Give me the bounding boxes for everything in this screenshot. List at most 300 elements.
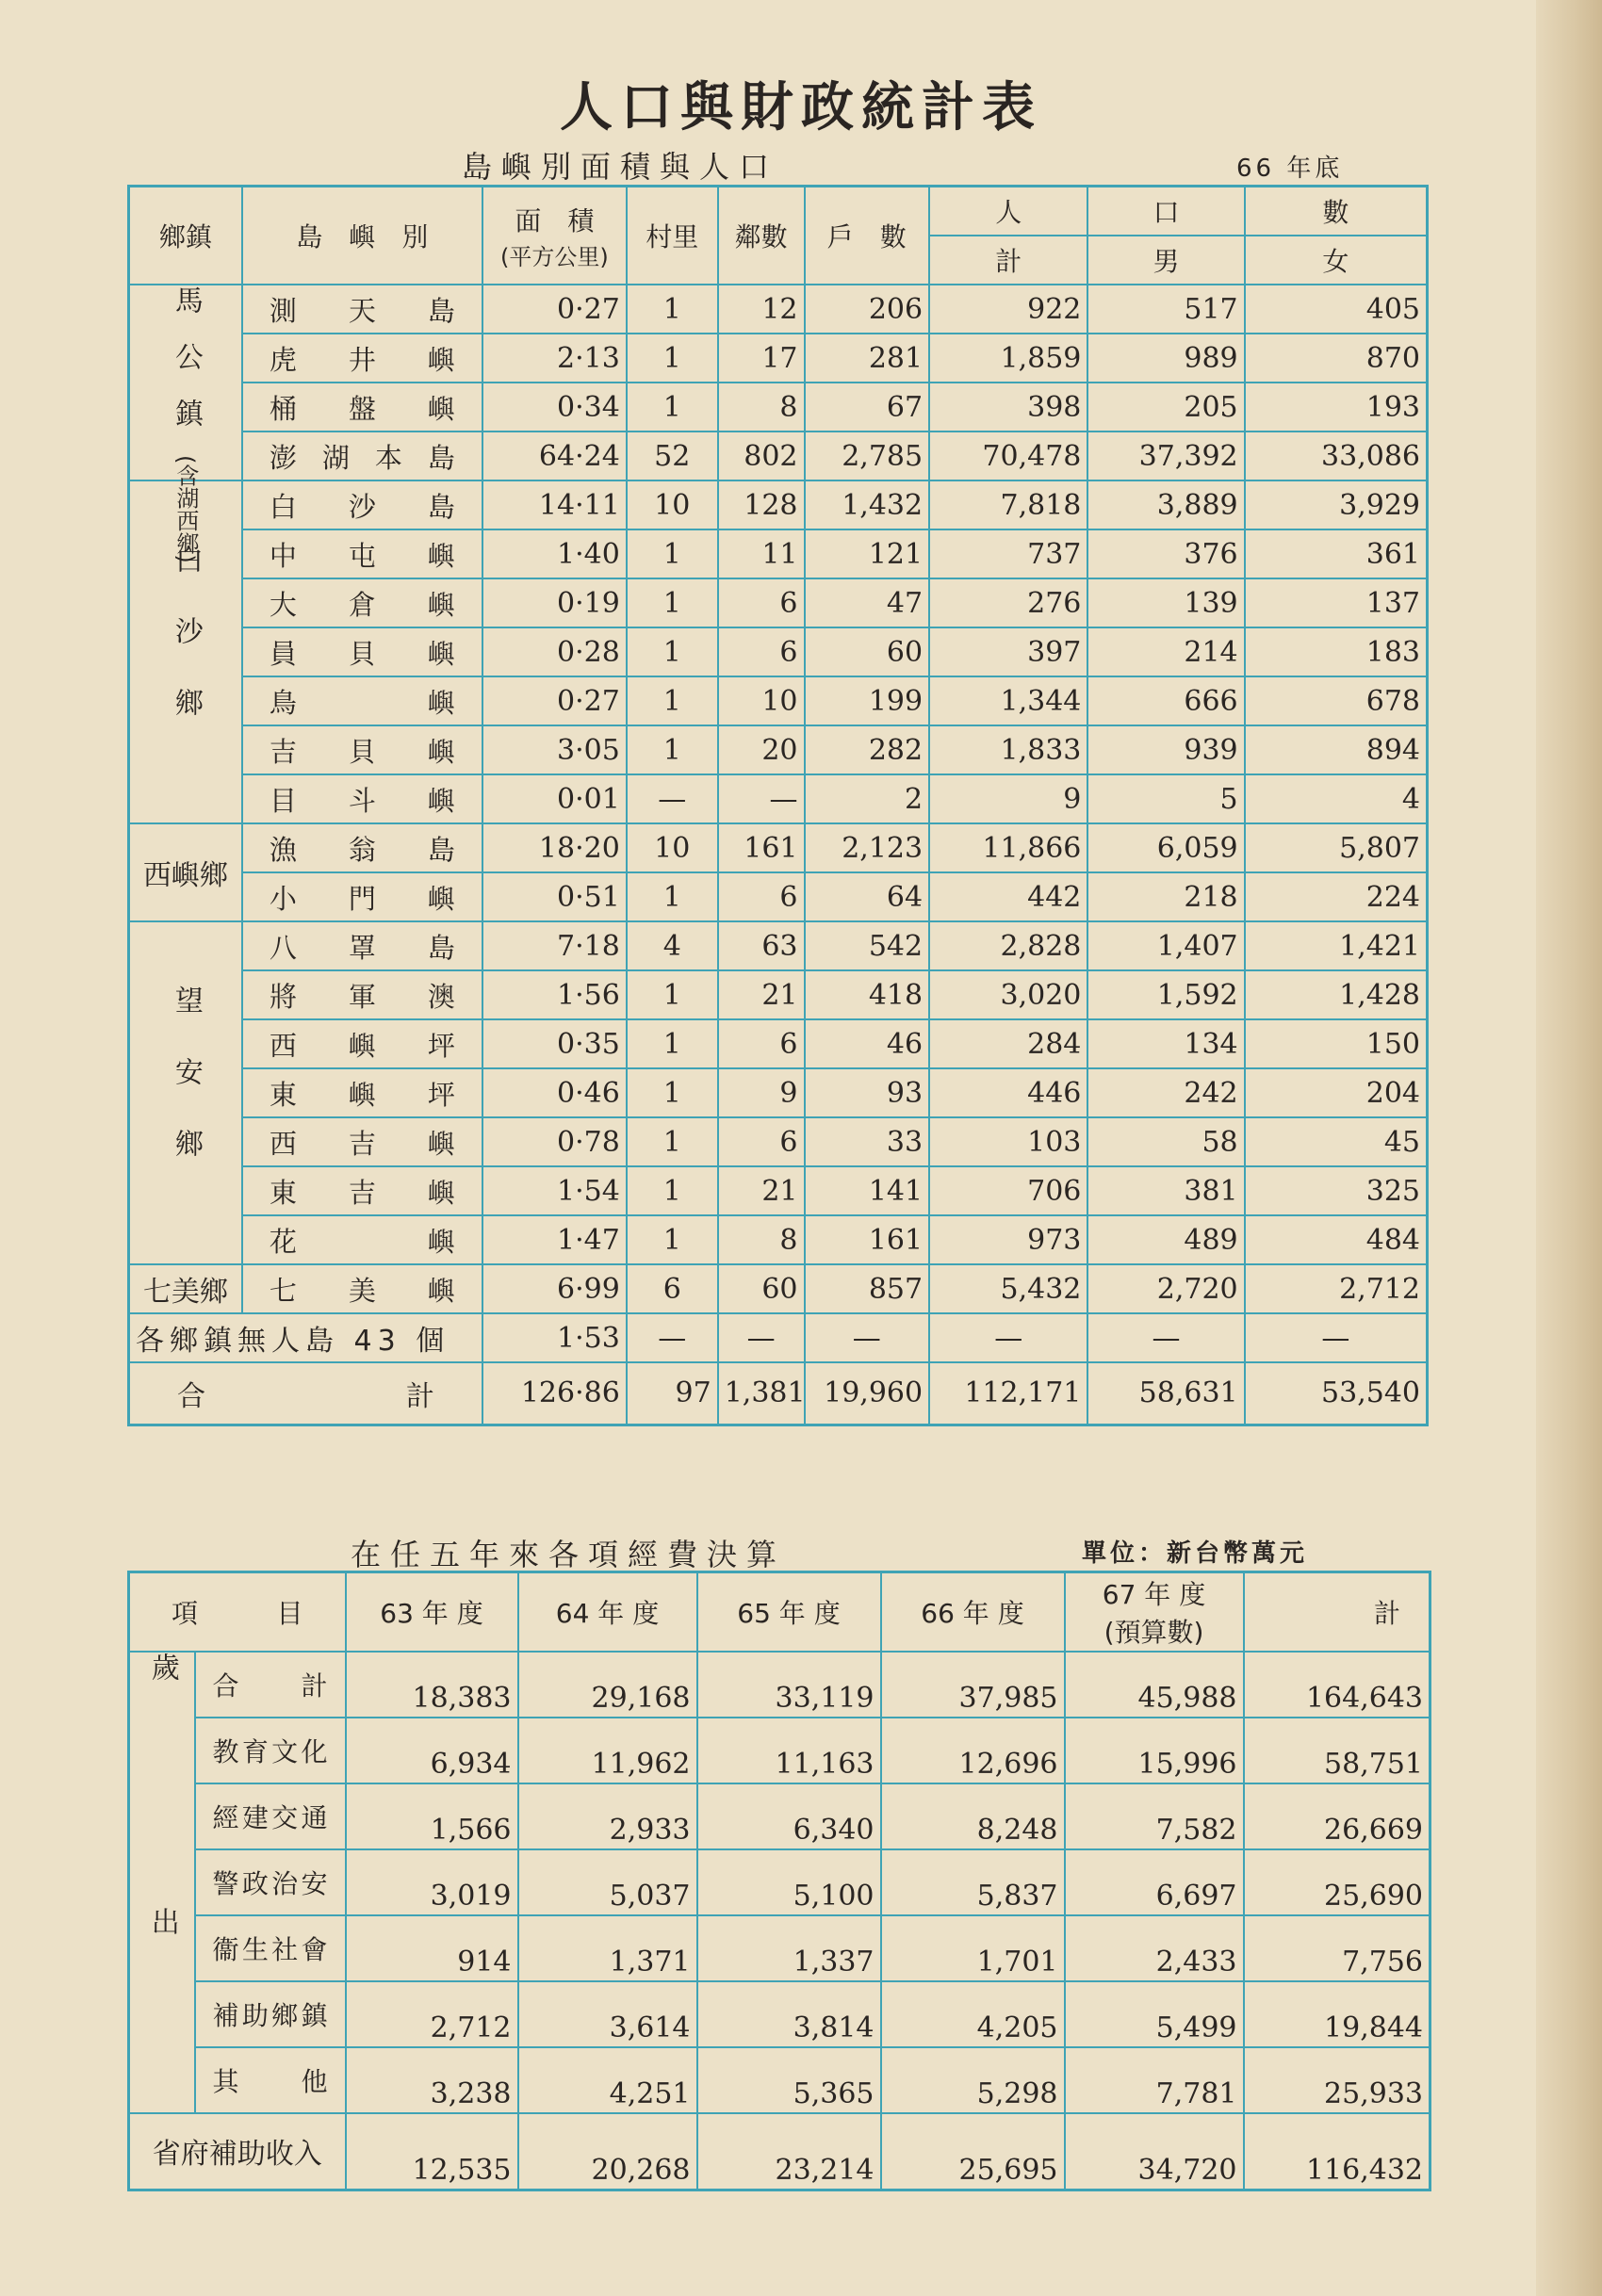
header-households: 戶 數 (805, 187, 930, 285)
cell-total: 922 (929, 285, 1087, 334)
cell-villages: 1 (627, 1019, 718, 1068)
cell-total: 398 (929, 383, 1087, 432)
table-row (129, 872, 1428, 921)
island-name: 東嶼坪 (242, 1068, 482, 1117)
cell-female: 870 (1245, 334, 1428, 383)
uninhabited-total: — (929, 1313, 1087, 1362)
table-row (129, 823, 1428, 872)
finance-table (127, 1571, 1431, 2191)
cell-total: 1,859 (929, 334, 1087, 383)
cell-y64: 29,168 (518, 1652, 697, 1718)
table-row (129, 725, 1428, 774)
cell-area: 0·51 (482, 872, 627, 921)
header-male: 男 (1087, 236, 1244, 285)
cell-y63: 6,934 (346, 1718, 518, 1783)
cell-households: 199 (805, 676, 930, 725)
cell-y66: 12,696 (881, 1718, 1065, 1783)
header-female: 女 (1245, 236, 1428, 285)
cell-neighborhoods: 802 (718, 432, 805, 480)
cell-female: 894 (1245, 725, 1428, 774)
town-xiyu: 西嶼鄉 (129, 823, 242, 921)
cell-male: 6,059 (1087, 823, 1244, 872)
grand-total-neighborhoods: 1,381 (718, 1362, 805, 1425)
cell-female: 325 (1245, 1166, 1428, 1215)
cell-villages: 1 (627, 383, 718, 432)
island-name: 東吉嶼 (242, 1166, 482, 1215)
grand-total-male: 58,631 (1087, 1362, 1244, 1425)
cell-area: 1·47 (482, 1215, 627, 1264)
cell-households: 47 (805, 578, 930, 627)
island-name: 鳥 嶼 (242, 676, 482, 725)
cell-area: 0·28 (482, 627, 627, 676)
cell-households: 67 (805, 383, 930, 432)
island-name: 白沙島 (242, 480, 482, 529)
cell-villages: 1 (627, 627, 718, 676)
table-row (129, 529, 1428, 578)
grand-total-area: 126·86 (482, 1362, 627, 1425)
cell-area: 7·18 (482, 921, 627, 970)
category-label: 合 計 (195, 1652, 346, 1718)
table-row (129, 1215, 1428, 1264)
header-y66: 66 年 度 (881, 1572, 1065, 1652)
table-row (129, 1068, 1428, 1117)
cell-total: 973 (929, 1215, 1087, 1264)
cell-total: 442 (929, 872, 1087, 921)
cell-male: 139 (1087, 578, 1244, 627)
cell-male: 214 (1087, 627, 1244, 676)
cell-area: 1·54 (482, 1166, 627, 1215)
cell-total: 5,432 (929, 1264, 1087, 1313)
cell-y65: 33,119 (697, 1652, 881, 1718)
cell-male: 376 (1087, 529, 1244, 578)
cell-female: 1,421 (1245, 921, 1428, 970)
cell-total: 397 (929, 627, 1087, 676)
cell-neighborhoods: 6 (718, 872, 805, 921)
cell-y67: 7,781 (1065, 2047, 1244, 2113)
cell-area: 18·20 (482, 823, 627, 872)
cell-households: 60 (805, 627, 930, 676)
category-label: 警政治安 (195, 1849, 346, 1915)
cell-villages: 1 (627, 285, 718, 334)
cell-area: 0·34 (482, 383, 627, 432)
cell-total: 25,690 (1244, 1849, 1430, 1915)
cell-y63: 1,566 (346, 1783, 518, 1849)
cell-villages: 10 (627, 480, 718, 529)
cell-female: 678 (1245, 676, 1428, 725)
cell-y65: 3,814 (697, 1981, 881, 2047)
category-label: 教育文化 (195, 1718, 346, 1783)
cell-y63: 3,019 (346, 1849, 518, 1915)
cell-female: 405 (1245, 285, 1428, 334)
cell-area: 0·19 (482, 578, 627, 627)
cell-y67: 2,433 (1065, 1915, 1244, 1981)
table-row (129, 1783, 1430, 1849)
cell-neighborhoods: 21 (718, 1166, 805, 1215)
cell-y65: 11,163 (697, 1718, 881, 1783)
header-pop-2: 口 (1087, 187, 1244, 236)
cell-female: 3,929 (1245, 480, 1428, 529)
cell-female: 150 (1245, 1019, 1428, 1068)
uninhabited-villages: — (627, 1313, 718, 1362)
date-note: 66 年底 (1236, 155, 1344, 183)
cell-y63: 914 (346, 1915, 518, 1981)
island-name: 員貝嶼 (242, 627, 482, 676)
table-row (129, 921, 1428, 970)
table-row (129, 1264, 1428, 1313)
header-y64: 64 年 度 (518, 1572, 697, 1652)
unit-note: 單位：新台幣萬元 (1082, 1539, 1309, 1568)
cell-total: 2,828 (929, 921, 1087, 970)
cell-total: 706 (929, 1166, 1087, 1215)
table-row (129, 578, 1428, 627)
header-y65: 65 年 度 (697, 1572, 881, 1652)
population-subtitle: 島嶼別面積與人口 (462, 149, 779, 185)
uninhabited-male: — (1087, 1313, 1244, 1362)
cell-neighborhoods: 21 (718, 970, 805, 1019)
subsidy-total: 116,432 (1244, 2113, 1430, 2190)
cell-villages: — (627, 774, 718, 823)
cell-area: 1·56 (482, 970, 627, 1019)
cell-y64: 3,614 (518, 1981, 697, 2047)
cell-y66: 8,248 (881, 1783, 1065, 1849)
cell-female: 4 (1245, 774, 1428, 823)
header-town: 鄉鎮 (129, 187, 242, 285)
cell-area: 2·13 (482, 334, 627, 383)
cell-neighborhoods: 6 (718, 1117, 805, 1166)
table-row (129, 1849, 1430, 1915)
cell-y66: 4,205 (881, 1981, 1065, 2047)
table-row (129, 676, 1428, 725)
cell-households: 33 (805, 1117, 930, 1166)
cell-villages: 1 (627, 1215, 718, 1264)
subsidy-y66: 25,695 (881, 2113, 1065, 2190)
cell-y64: 2,933 (518, 1783, 697, 1849)
cell-male: 517 (1087, 285, 1244, 334)
cell-villages: 52 (627, 432, 718, 480)
cell-villages: 1 (627, 1068, 718, 1117)
table-row (129, 2047, 1430, 2113)
island-name: 西嶼坪 (242, 1019, 482, 1068)
header-pop-3: 數 (1245, 187, 1428, 236)
cell-households: 2,123 (805, 823, 930, 872)
cell-y65: 6,340 (697, 1783, 881, 1849)
page-title: 人口與財政統計表 (560, 77, 1042, 138)
town-magong: 馬公鎮(含湖西鄉) (129, 285, 242, 480)
cell-total: 9 (929, 774, 1087, 823)
cell-villages: 1 (627, 334, 718, 383)
island-name: 漁翁島 (242, 823, 482, 872)
cell-female: 2,712 (1245, 1264, 1428, 1313)
cell-households: 542 (805, 921, 930, 970)
table-row (129, 970, 1428, 1019)
cell-female: 5,807 (1245, 823, 1428, 872)
cell-households: 1,432 (805, 480, 930, 529)
uninhabited-neighborhoods: — (718, 1313, 805, 1362)
table-row (129, 1718, 1430, 1783)
cell-villages: 1 (627, 578, 718, 627)
grand-total-households: 19,960 (805, 1362, 930, 1425)
subsidy-y63: 12,535 (346, 2113, 518, 2190)
cell-area: 0·01 (482, 774, 627, 823)
cell-y67: 45,988 (1065, 1652, 1244, 1718)
cell-female: 361 (1245, 529, 1428, 578)
cell-y67: 15,996 (1065, 1718, 1244, 1783)
cell-neighborhoods: 6 (718, 627, 805, 676)
cell-total: 276 (929, 578, 1087, 627)
cell-female: 193 (1245, 383, 1428, 432)
cell-male: 205 (1087, 383, 1244, 432)
island-name: 小門嶼 (242, 872, 482, 921)
header-total: 計 (929, 236, 1087, 285)
table-row (129, 432, 1428, 480)
island-name: 將軍澳 (242, 970, 482, 1019)
cell-y66: 1,701 (881, 1915, 1065, 1981)
uninhabited-female: — (1245, 1313, 1428, 1362)
cell-villages: 1 (627, 1117, 718, 1166)
table-row (129, 480, 1428, 529)
grand-total-label: 合 計 (129, 1362, 482, 1425)
cell-neighborhoods: 17 (718, 334, 805, 383)
cell-households: 2 (805, 774, 930, 823)
grand-total-female: 53,540 (1245, 1362, 1428, 1425)
uninhabited-households: — (805, 1313, 930, 1362)
cell-male: 134 (1087, 1019, 1244, 1068)
cell-area: 0·46 (482, 1068, 627, 1117)
cell-male: 381 (1087, 1166, 1244, 1215)
category-label: 補助鄉鎮 (195, 1981, 346, 2047)
cell-male: 242 (1087, 1068, 1244, 1117)
uninhabited-label: 各鄉鎮無人島 43 個 (129, 1313, 482, 1362)
island-name: 八罩島 (242, 921, 482, 970)
town-wangan: 望安鄉 (129, 921, 242, 1264)
table-row (129, 774, 1428, 823)
cell-neighborhoods: 11 (718, 529, 805, 578)
cell-area: 0·35 (482, 1019, 627, 1068)
island-name: 測天島 (242, 285, 482, 334)
cell-y63: 2,712 (346, 1981, 518, 2047)
cell-neighborhoods: 6 (718, 578, 805, 627)
cell-area: 64·24 (482, 432, 627, 480)
cell-male: 989 (1087, 334, 1244, 383)
cell-area: 0·27 (482, 676, 627, 725)
cell-y64: 11,962 (518, 1718, 697, 1783)
cell-y67: 6,697 (1065, 1849, 1244, 1915)
cell-y67: 7,582 (1065, 1783, 1244, 1849)
header-item: 項 目 (129, 1572, 346, 1652)
cell-total: 70,478 (929, 432, 1087, 480)
table-row (129, 1981, 1430, 2047)
table-row (129, 1915, 1430, 1981)
cell-male: 666 (1087, 676, 1244, 725)
cell-y66: 5,837 (881, 1849, 1065, 1915)
cell-total: 446 (929, 1068, 1087, 1117)
cell-households: 64 (805, 872, 930, 921)
cell-area: 3·05 (482, 725, 627, 774)
cell-villages: 1 (627, 1166, 718, 1215)
cell-households: 93 (805, 1068, 930, 1117)
cell-y65: 1,337 (697, 1915, 881, 1981)
cell-total: 11,866 (929, 823, 1087, 872)
cell-neighborhoods: 20 (718, 725, 805, 774)
cell-female: 183 (1245, 627, 1428, 676)
island-name: 吉貝嶼 (242, 725, 482, 774)
cell-neighborhoods: — (718, 774, 805, 823)
cell-villages: 1 (627, 970, 718, 1019)
cell-total: 164,643 (1244, 1652, 1430, 1718)
cell-area: 6·99 (482, 1264, 627, 1313)
cell-villages: 1 (627, 725, 718, 774)
cell-total: 7,756 (1244, 1915, 1430, 1981)
table-row (129, 1117, 1428, 1166)
cell-y66: 5,298 (881, 2047, 1065, 2113)
cell-male: 939 (1087, 725, 1244, 774)
cell-total: 7,818 (929, 480, 1087, 529)
header-neighborhoods: 鄰數 (718, 187, 805, 285)
cell-female: 204 (1245, 1068, 1428, 1117)
cell-female: 1,428 (1245, 970, 1428, 1019)
cell-area: 0·27 (482, 285, 627, 334)
cell-neighborhoods: 8 (718, 1215, 805, 1264)
table-row (129, 1166, 1428, 1215)
cell-neighborhoods: 60 (718, 1264, 805, 1313)
cell-households: 2,785 (805, 432, 930, 480)
cell-y63: 18,383 (346, 1652, 518, 1718)
subsidy-y67: 34,720 (1065, 2113, 1244, 2190)
island-name: 澎湖本島 (242, 432, 482, 480)
cell-households: 281 (805, 334, 930, 383)
cell-total: 737 (929, 529, 1087, 578)
grand-total-population: 112,171 (929, 1362, 1087, 1425)
cell-female: 45 (1245, 1117, 1428, 1166)
cell-households: 857 (805, 1264, 930, 1313)
cell-households: 46 (805, 1019, 930, 1068)
island-name: 中屯嶼 (242, 529, 482, 578)
cell-female: 484 (1245, 1215, 1428, 1264)
cell-households: 282 (805, 725, 930, 774)
cell-households: 161 (805, 1215, 930, 1264)
cell-female: 224 (1245, 872, 1428, 921)
finance-subtitle: 在任五年來各項經費決算 (351, 1537, 787, 1572)
cell-households: 206 (805, 285, 930, 334)
cell-neighborhoods: 63 (718, 921, 805, 970)
cell-female: 33,086 (1245, 432, 1428, 480)
cell-villages: 6 (627, 1264, 718, 1313)
cell-households: 418 (805, 970, 930, 1019)
header-villages: 村里 (627, 187, 718, 285)
table-row (129, 334, 1428, 383)
table-row (129, 1019, 1428, 1068)
cell-villages: 1 (627, 529, 718, 578)
expenditure-label: 歲出 (129, 1652, 195, 2113)
cell-y65: 5,365 (697, 2047, 881, 2113)
cell-neighborhoods: 10 (718, 676, 805, 725)
island-name: 七美嶼 (242, 1264, 482, 1313)
cell-male: 58 (1087, 1117, 1244, 1166)
cell-villages: 1 (627, 872, 718, 921)
cell-villages: 4 (627, 921, 718, 970)
cell-y64: 4,251 (518, 2047, 697, 2113)
island-name: 目斗嶼 (242, 774, 482, 823)
table-row (129, 627, 1428, 676)
header-pop-1: 人 (929, 187, 1087, 236)
cell-households: 141 (805, 1166, 930, 1215)
cell-villages: 10 (627, 823, 718, 872)
header-finance-total: 計 (1244, 1572, 1430, 1652)
category-label: 其 他 (195, 2047, 346, 2113)
island-name: 花 嶼 (242, 1215, 482, 1264)
cell-total: 3,020 (929, 970, 1087, 1019)
cell-neighborhoods: 161 (718, 823, 805, 872)
cell-area: 0·78 (482, 1117, 627, 1166)
cell-y64: 1,371 (518, 1915, 697, 1981)
cell-male: 2,720 (1087, 1264, 1244, 1313)
cell-female: 137 (1245, 578, 1428, 627)
cell-male: 1,592 (1087, 970, 1244, 1019)
header-island: 島 嶼 別 (242, 187, 482, 285)
grand-total-villages: 97 (627, 1362, 718, 1425)
table-row (129, 1652, 1430, 1718)
town-baisha: 白沙鄉 (129, 480, 242, 823)
cell-y64: 5,037 (518, 1849, 697, 1915)
cell-neighborhoods: 6 (718, 1019, 805, 1068)
header-y67: 67 年 度 (預算數) (1065, 1572, 1244, 1652)
subsidy-y65: 23,214 (697, 2113, 881, 2190)
cell-households: 121 (805, 529, 930, 578)
island-name: 西吉嶼 (242, 1117, 482, 1166)
cell-neighborhoods: 9 (718, 1068, 805, 1117)
category-label: 衞生社會 (195, 1915, 346, 1981)
cell-neighborhoods: 12 (718, 285, 805, 334)
population-table (127, 185, 1429, 1426)
table-row (129, 285, 1428, 334)
subsidy-label: 省府補助收入 (129, 2113, 346, 2190)
cell-villages: 1 (627, 676, 718, 725)
uninhabited-area: 1·53 (482, 1313, 627, 1362)
subsidy-y64: 20,268 (518, 2113, 697, 2190)
cell-total: 1,833 (929, 725, 1087, 774)
cell-male: 489 (1087, 1215, 1244, 1264)
cell-total: 103 (929, 1117, 1087, 1166)
cell-male: 5 (1087, 774, 1244, 823)
cell-male: 37,392 (1087, 432, 1244, 480)
table-row (129, 383, 1428, 432)
cell-neighborhoods: 128 (718, 480, 805, 529)
header-y63: 63 年 度 (346, 1572, 518, 1652)
cell-total: 19,844 (1244, 1981, 1430, 2047)
cell-male: 218 (1087, 872, 1244, 921)
town-qimei: 七美鄉 (129, 1264, 242, 1313)
cell-total: 25,933 (1244, 2047, 1430, 2113)
cell-total: 284 (929, 1019, 1087, 1068)
cell-area: 14·11 (482, 480, 627, 529)
page-edge (1536, 0, 1602, 2296)
cell-neighborhoods: 8 (718, 383, 805, 432)
island-name: 桶盤嶼 (242, 383, 482, 432)
category-label: 經建交通 (195, 1783, 346, 1849)
island-name: 大倉嶼 (242, 578, 482, 627)
cell-y66: 37,985 (881, 1652, 1065, 1718)
population-rows (129, 285, 1428, 1313)
cell-male: 1,407 (1087, 921, 1244, 970)
cell-total: 58,751 (1244, 1718, 1430, 1783)
header-area: 面 積 (平方公里) (482, 187, 627, 285)
cell-male: 3,889 (1087, 480, 1244, 529)
cell-total: 26,669 (1244, 1783, 1430, 1849)
cell-y67: 5,499 (1065, 1981, 1244, 2047)
cell-y63: 3,238 (346, 2047, 518, 2113)
cell-y65: 5,100 (697, 1849, 881, 1915)
cell-total: 1,344 (929, 676, 1087, 725)
